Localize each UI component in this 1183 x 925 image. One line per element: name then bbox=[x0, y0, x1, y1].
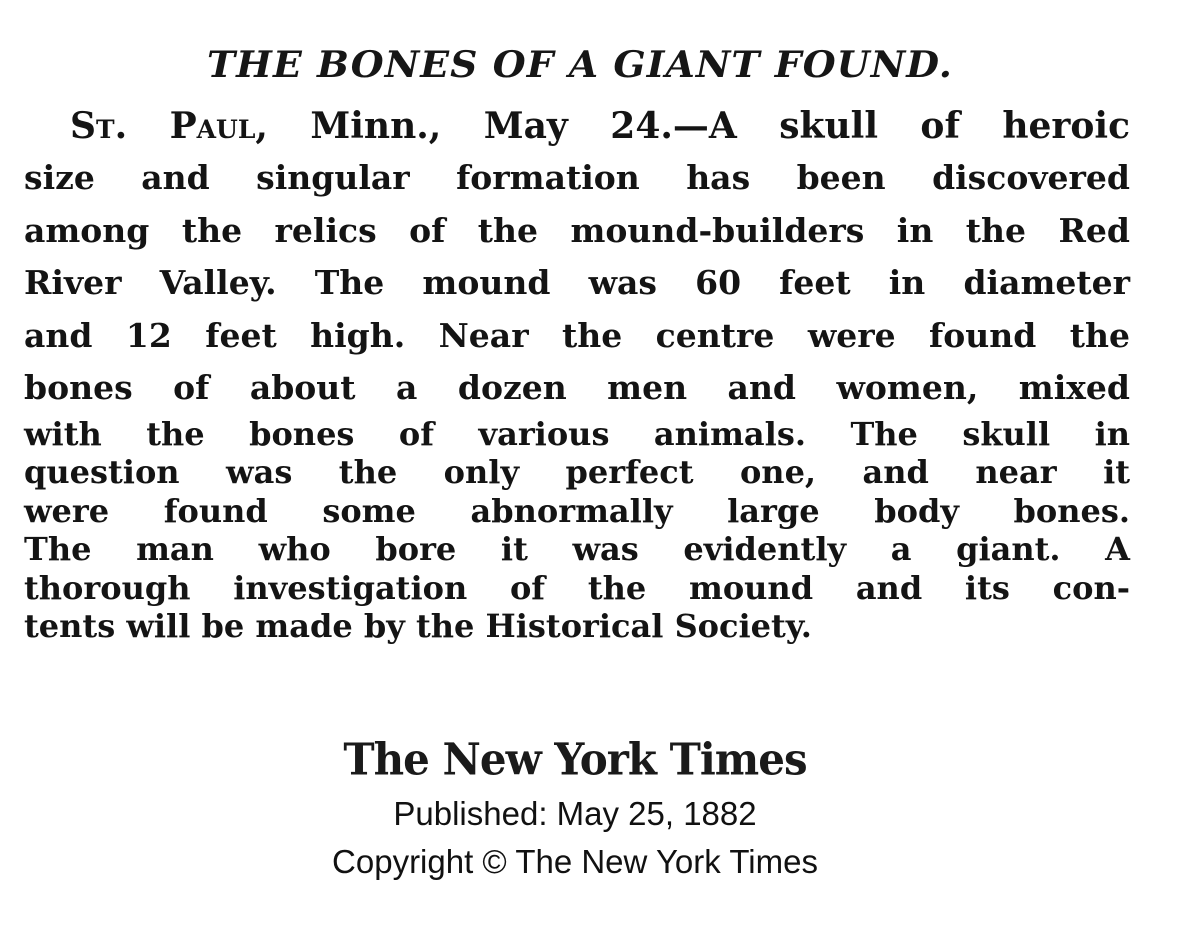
dateline-rest: , Minn., May 24.—A skull of heroic bbox=[255, 105, 1131, 147]
dateline-place: St. Paul bbox=[70, 105, 256, 147]
copyright-notice: Copyright © The New York Times bbox=[332, 843, 818, 880]
article-line: River Valley. The mound was 60 feet in diameter bbox=[24, 263, 1130, 302]
article-line: bones of about a dozen men and women, mixed bbox=[24, 368, 1130, 407]
article-line: size and singular formation has been discovered bbox=[24, 158, 1130, 197]
article-line: and 12 feet high. Near the centre were found the bbox=[24, 315, 1130, 355]
article-line: were found some abnormally large body bones. bbox=[24, 491, 1130, 530]
article-line: question was the only perfect one, and near it bbox=[24, 453, 1130, 491]
article-line-dateline bbox=[24, 100, 1130, 152]
article-line: with the bones of various animals. The skull in bbox=[24, 414, 1130, 453]
nyt-masthead-logo: The New York Times bbox=[343, 733, 807, 786]
article-headline: THE BONES OF A GIANT FOUND. bbox=[207, 44, 953, 86]
article-line: among the relics of the mound-builders in the Red bbox=[24, 210, 1130, 250]
article-line: The man who bore it was evidently a giant. A bbox=[24, 530, 1130, 568]
article-body bbox=[24, 100, 1130, 646]
article-line-last: tents will be made by the Historical Society. bbox=[24, 607, 812, 645]
article-line: thorough investigation of the mound and its con- bbox=[24, 568, 1130, 607]
published-date: Published: May 25, 1882 bbox=[393, 795, 757, 832]
article-footer bbox=[0, 730, 1150, 886]
